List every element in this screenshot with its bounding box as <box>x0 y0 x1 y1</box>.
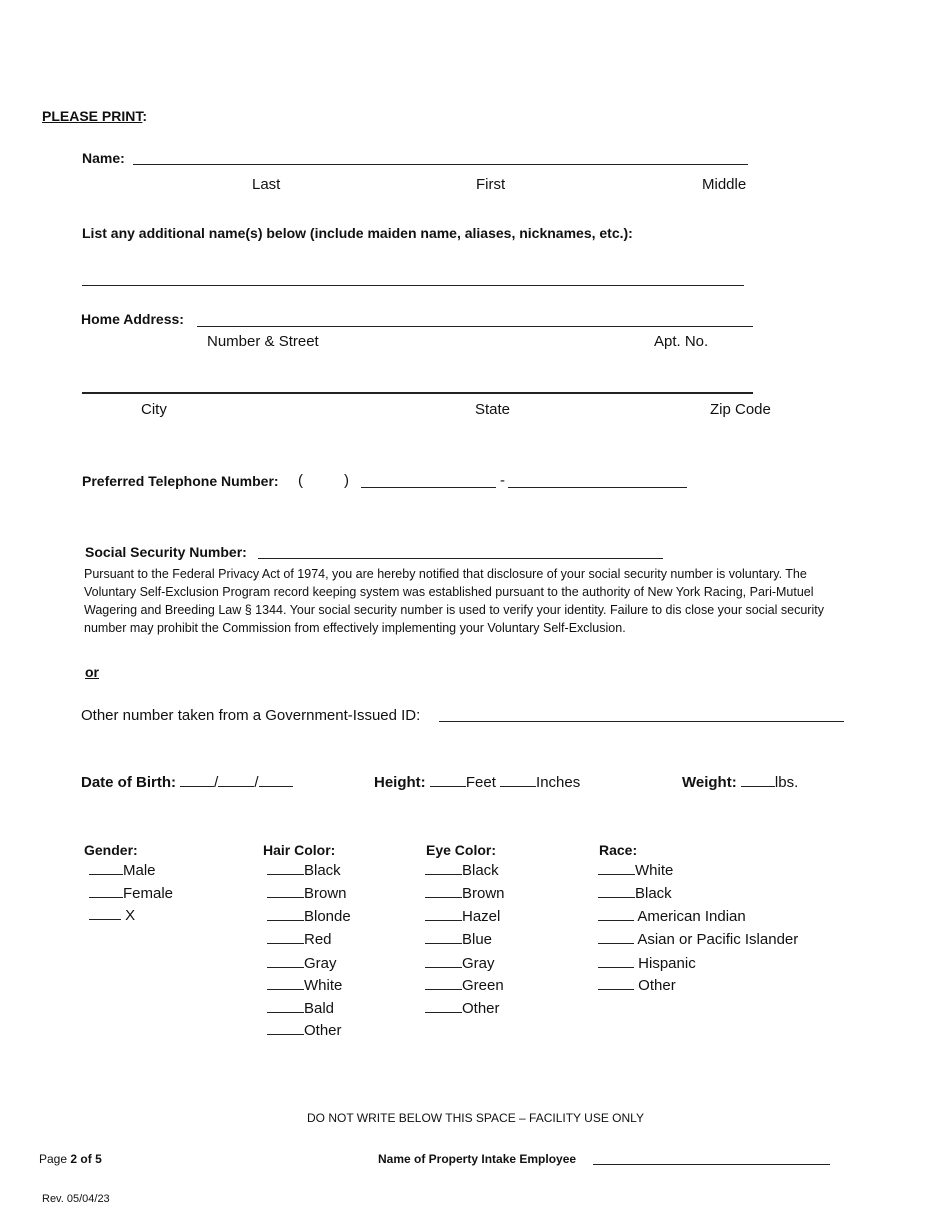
gender-option[interactable]: X <box>89 907 135 924</box>
city-state-zip-input-line[interactable] <box>82 392 753 394</box>
phone-prefix-input-line[interactable] <box>361 487 496 488</box>
or-text: or <box>85 664 99 680</box>
dob-month-blank[interactable] <box>180 774 214 787</box>
hair-color-option[interactable]: Bald <box>267 1000 334 1017</box>
hair-color-option[interactable]: Other <box>267 1022 342 1039</box>
eye-color-option[interactable]: Gray <box>425 955 495 972</box>
gov-id-label: Other number taken from a Government-Issued ID: <box>81 707 421 724</box>
gender-heading: Gender: <box>84 842 138 858</box>
eye-color-option[interactable]: Brown <box>425 885 505 902</box>
race-option[interactable]: American Indian <box>598 908 746 925</box>
weight-blank[interactable] <box>741 774 775 787</box>
intake-employee-input-line[interactable] <box>593 1164 830 1165</box>
dob-separator: / <box>214 774 219 791</box>
phone-label: Preferred Telephone Number: <box>82 473 279 489</box>
dob-year-blank[interactable] <box>259 774 293 787</box>
street-input-line[interactable] <box>197 326 753 327</box>
phone-close-paren: ) <box>344 472 349 489</box>
name-input-line[interactable] <box>133 164 748 165</box>
feet-caption: Feet <box>465 774 496 791</box>
gender-option[interactable]: Male <box>89 862 156 879</box>
name-middle-caption: Middle <box>702 176 747 193</box>
phone-number-input-line[interactable] <box>508 487 687 488</box>
dob-day-blank[interactable] <box>218 774 254 787</box>
intake-employee-label: Name of Property Intake Employee <box>378 1152 577 1166</box>
race-option[interactable]: White <box>598 862 673 879</box>
height-row <box>374 774 580 791</box>
revision-date: Rev. 05/04/23 <box>42 1193 110 1205</box>
hair-color-option[interactable]: Red <box>267 931 332 948</box>
number-street-caption: Number & Street <box>207 333 319 350</box>
zip-caption: Zip Code <box>710 401 771 418</box>
lbs-caption: lbs. <box>774 774 799 791</box>
dob-label: Date of Birth: <box>81 774 176 791</box>
ssn-input-line[interactable] <box>258 558 663 559</box>
gender-option[interactable]: Female <box>89 885 173 902</box>
eye-color-option[interactable]: Green <box>425 977 504 994</box>
phone-open-paren: ( <box>298 472 303 489</box>
hair-color-option[interactable]: Gray <box>267 955 337 972</box>
privacy-notice: Pursuant to the Federal Privacy Act of 1974, you are hereby notified that disclosure of your social security number is voluntary. The Voluntary Self-Exclusion Program record keeping system was established pursuant to the authority of New York Racing, Pari-Mutuel Wagering and Breeding Law § 1344. Your social security number is used to verify your identity. Failure to dis close your social security number may prohibit the Commission from effectively implementing your Voluntary Self-Exclusion. <box>84 567 824 635</box>
dob-separator: / <box>254 774 259 791</box>
hair-color-heading: Hair Color: <box>263 842 336 858</box>
hair-color-option[interactable]: White <box>267 977 342 994</box>
phone-dash: - <box>500 472 505 489</box>
apt-caption: Apt. No. <box>654 333 709 350</box>
additional-names-input-line[interactable] <box>82 285 744 286</box>
page-number: Page 2 of 5 <box>39 1152 102 1166</box>
weight-row <box>682 774 798 791</box>
eye-color-option[interactable]: Blue <box>425 931 492 948</box>
hair-color-option[interactable]: Blonde <box>267 908 351 925</box>
eye-color-option[interactable]: Hazel <box>425 908 500 925</box>
race-option[interactable]: Hispanic <box>598 955 696 972</box>
height-inches-blank[interactable] <box>500 774 536 787</box>
ssn-label: Social Security Number: <box>85 544 247 560</box>
dob-row <box>81 774 293 791</box>
inches-caption: Inches <box>536 774 581 791</box>
home-address-label: Home Address: <box>81 311 184 327</box>
gov-id-input-line[interactable] <box>439 721 844 722</box>
race-option[interactable]: Asian or Pacific Islander <box>598 931 798 948</box>
weight-label: Weight: <box>682 774 737 791</box>
name-label: Name: <box>82 150 125 166</box>
race-option[interactable]: Other <box>598 977 676 994</box>
hair-color-option[interactable]: Black <box>267 862 341 879</box>
please-print-heading: PLEASE PRINT: <box>42 108 148 124</box>
race-heading: Race: <box>599 842 638 858</box>
facility-use-notice: DO NOT WRITE BELOW THIS SPACE – FACILITY USE ONLY <box>307 1111 644 1125</box>
height-label: Height: <box>374 774 426 791</box>
hair-color-option[interactable]: Brown <box>267 885 347 902</box>
eye-color-option[interactable]: Other <box>425 1000 500 1017</box>
name-first-caption: First <box>476 176 506 193</box>
height-feet-blank[interactable] <box>430 774 466 787</box>
name-last-caption: Last <box>252 176 281 193</box>
state-caption: State <box>475 401 511 418</box>
eye-color-heading: Eye Color: <box>426 842 497 858</box>
race-option[interactable]: Black <box>598 885 672 902</box>
additional-names-label: List any additional name(s) below (include maiden name, aliases, nicknames, etc.): <box>82 225 633 241</box>
eye-color-option[interactable]: Black <box>425 862 499 879</box>
city-caption: City <box>141 401 167 418</box>
